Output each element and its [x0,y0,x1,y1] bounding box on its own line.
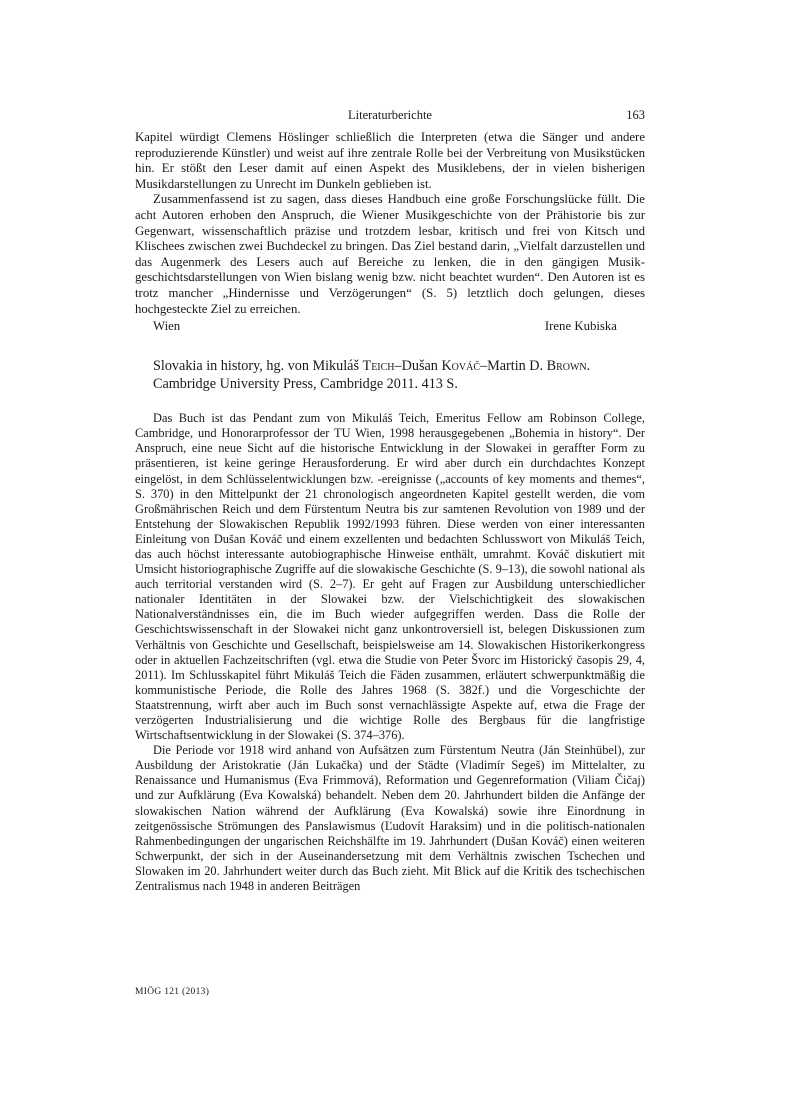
previous-review [135,130,645,336]
editor-surname: Teich [362,358,395,375]
paragraph: Das Buch ist das Pendant zum von Mikuláš Teich, Emeritus Fellow am Robinson College, Cambridge, und Honorarprofessor der TU Wien, 1998 herausgegebenen „Bohemia in history“. Der Anspruch, eine neue Sicht auf die historische Entwicklung in der Slowakei in geraffter Form zu präsentieren, ist keine geringe Herausforderung. Er wird aber durch ein durchdachtes Konzept eingelöst, in dem Schlüsselentwicklungen bzw. -ereignisse („accounts of key moments and themes“, S. 370) in den Mittelpunkt der 21 chronologisch angeordneten Kapitel gestellt werden, die vom Großmährischen Reich und dem Fürstentum Neutra bis zur samtenen Revolution von 1989 und der Entstehung der Slowakischen Republik 1992/1993 führen. Diese werden von einer interessanten Einleitung von Dušan Kováč und einem exzellenten und bedachten Schlusswort von Mikuláš Teich, das auch höchst interessante autobiographische Hinweise enthält, umrahmt. Kováč diskutiert mit Umsicht historiographische Zugriffe auf die slowakische Geschichte (S. 9–13), die sowohl national als auch territorial verstanden wird (S. 2–7). Er geht auf Fragen zur Ausbildung unterschiedlicher nationaler Identitäten in der Slowakei bzw. der Vielschichtigkeit des slowakischen Nationalverständnisses ein, die im Buch wieder aufgegriffen werden. Dass die Rolle der Geschichtswissenschaft in der Slowakei nicht ganz unkontroversiell ist, belegen Diskussionen zum Verhältnis von Geschichte und Gesellschaft, beispielsweise am 14. Slowakischen Historikerkongress oder in aktuellen Fachzeitschriften (vgl. etwa die Studie von Peter Švorc im Historický časopis 29, 4, 2011). Im Schlusskapitel führt Mikuláš Teich die Fäden zusammen, erläutert schwerpunktmäßig die kommunistische Periode, die Rolle des Jahres 1968 (S. 382f.) und die Vorgeschichte der Staatstrennung, wirft aber auch im Buch sonst vernachlässigte Aspekte auf, etwa die Frage der verzögerten Industrialisierung und die wichtige Rolle des Bergbaus für die langfristige Wirtschaftsentwicklung in der Slowakei (S. 374–376). [135,411,645,743]
heading-text: –Dušan [394,358,442,375]
page-body [135,108,645,894]
running-head [135,108,645,130]
page-number: 163 [626,108,645,122]
review-body [135,411,645,894]
heading-suffix: . Cambridge University Press, Cambridge 2011. 413 S. [153,358,591,392]
paragraph: Zusammenfassend ist zu sagen, dass dieses Handbuch eine große Forschungslücke füllt. Die acht Autoren erhoben den Anspruch, die Wiener Musikgeschichte von der Prähistorie bis zur Gegenwart, wissenschaftlich präzise und trotzdem lesbar, kritisch und frei von Kitsch und Klischees zwischen zwei Buchdeckel zu bringen. Das Ziel bestand darin, „Vielfalt darzustellen und das Augenmerk des Lesers auch auf Bereiche zu lenken, die in den gängigen Musikgeschichtsdarstellungen von Wien bislang wenig bzw. nicht beachtet wurden“. Den Autoren ist es trotz mancher „Hindernisse und Verzögerungen“ (S. 5) letztlich doch gelungen, dieses hochgesteckte Ziel zu erreichen. [135,192,645,316]
running-title: Literaturberichte [348,108,432,122]
editor-surname: Brown [546,358,587,375]
editor-surname: Kováč [441,358,481,375]
paragraph: Die Periode vor 1918 wird anhand von Aufsätzen zum Fürstentum Neutra (Ján Steinhübel), zur Ausbildung der Aristokratie (Ján Lukačka) und der Städte (Vladimír Segeš) im Mittelalter, zu Renaissance und Humanismus (Eva Frimmová), Reformation und Gegenreformation (Viliam Čičaj) und zur Aufklärung (Eva Kowalská) behandelt. Neben dem 20. Jahrhundert bilden die Anfänge der slowakischen Nation während der Aufklärung (Eva Kowalská) sowie ihre Einordnung in zeitgenössische Strömungen des Panslawismus (Ľudovít Haraksim) und in die politisch-nationalen Rahmenbedingungen der ungarischen Reichshälfte im 19. Jahrhundert (Dušan Kováč) einen weiteren Schwerpunkt, der sich in der Auseinandersetzung mit dem Verhältnis zwischen Tschechen und Slowaken im 20. Jahrhundert weiter durch das Buch zieht. Mit Blick auf die Kritik des tschechischen Zentralismus nach 1948 in anderen Beiträgen [135,743,645,894]
journal-footer: MIÖG 121 (2013) [135,987,210,997]
signature-author: Irene Kubiska [544,319,617,334]
paragraph: Kapitel würdigt Clemens Höslinger schließlich die Interpreten (etwa die Sänger und andere reproduzierende Künstler) und weist auf ihre zentrale Rolle bei der Verbreitung von Musikstücken hin. Er stößt den Leser damit auf einen Aspekt des Musiklebens, der in vielen bisherigen Musikdarstellungen zu Unrecht im Dunkeln geblieben ist. [135,130,645,191]
review-heading [135,358,645,393]
review-signature [135,319,645,336]
heading-text: –Martin D. [480,358,547,375]
heading-prefix: Slovakia in history, hg. von Mikuláš [153,358,363,375]
signature-place: Wien [153,319,181,334]
